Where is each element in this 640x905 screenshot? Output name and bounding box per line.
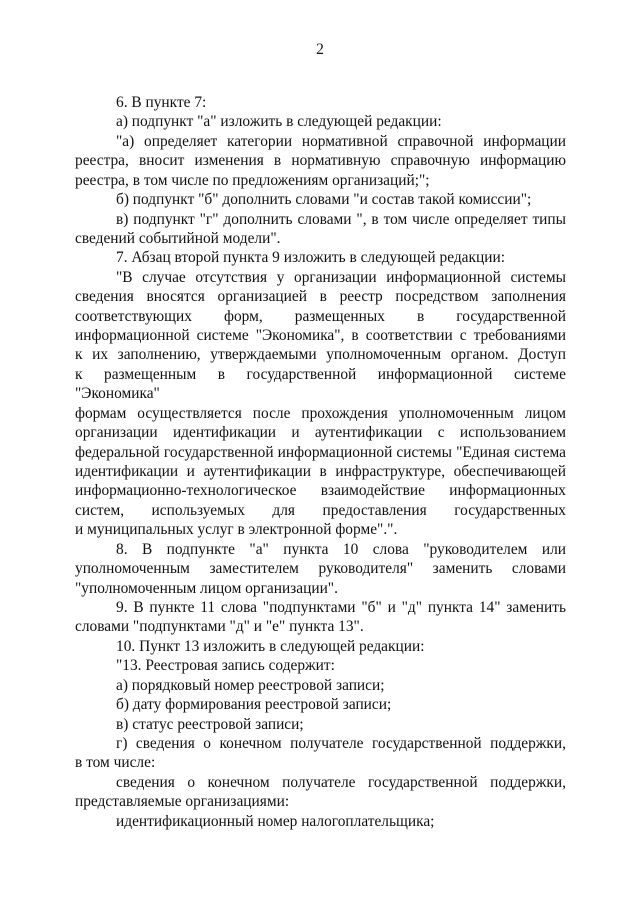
text-line: 8. В подпункте "а" пункта 10 слова "руководителем или [116, 540, 566, 558]
item-8 [75, 540, 566, 598]
item-13g-inn: идентификационный номер налогоплательщика; [116, 812, 435, 830]
text-line: систем, используемых для предоставления государственных [75, 501, 566, 519]
text-line: информационной системе "Экономика", в соответствии с требованиями [75, 327, 566, 345]
item-13g-sub [75, 773, 566, 812]
text-line: идентификации и аутентификации в инфраструктуре, обеспечивающей [75, 463, 566, 481]
text-line: в том числе: [75, 754, 156, 772]
text-line: федеральной государственной информационной системы "Единая система [75, 443, 566, 461]
text-line: уполномоченным заместителем руководителя" заменить словами [75, 560, 566, 578]
item-13g [75, 734, 566, 773]
text-line: формам осуществляется после прохождения уполномоченным лицом [75, 404, 566, 422]
item-6a-instruction: а) подпункт "а" изложить в следующей редакции: [116, 113, 442, 131]
text-line: соответствующих форм, размещенных в государственной [75, 307, 566, 325]
text-line: "В случае отсутствия у организации информационной системы [116, 268, 566, 286]
item-6-heading: 6. В пункте 7: [116, 94, 207, 111]
text-line: словами "подпунктами "д" и "е" пункта 13". [75, 618, 364, 636]
text-line: сведения вносятся организацией в реестр посредством заполнения [75, 288, 566, 306]
text-line: сведения о конечном получателе государственной поддержки, [116, 773, 566, 791]
item-13a: а) порядковый номер реестровой записи; [116, 676, 385, 694]
text-line: к размещенным в государственной информационной системе "Экономика" [75, 365, 566, 403]
item-13-heading: "13. Реестровая запись содержит: [116, 657, 335, 675]
text-line: "уполномоченным лицом организации". [75, 579, 338, 597]
item-6a-quote [75, 132, 566, 190]
item-7-heading: 7. Абзац второй пункта 9 изложить в следующей редакции: [116, 249, 505, 267]
item-9 [75, 598, 566, 637]
item-6v [75, 210, 566, 249]
item-10-heading: 10. Пункт 13 изложить в следующей редакции: [116, 637, 425, 655]
item-6b: б) подпункт "б" дополнить словами "и состав такой комиссии"; [116, 191, 532, 209]
text-line: представляемые организациями: [75, 793, 290, 811]
text-line: 9. В пункте 11 слова "подпунктами "б" и "д" пункта 14" заменить [116, 598, 566, 616]
text-line: организации идентификации и аутентификации с использованием [75, 424, 566, 442]
text-line: реестра, в том числе по предложениям организаций;"; [75, 171, 430, 189]
item-13v: в) статус реестровой записи; [116, 715, 304, 733]
text-line: реестра, вносит изменения в нормативную справочную информацию [75, 152, 566, 170]
page-number: 2 [316, 41, 324, 58]
text-line: информационно-технологическое взаимодействие информационных [75, 482, 566, 500]
text-line: сведений событийной модели". [75, 229, 281, 247]
document-body [75, 93, 566, 831]
text-line: г) сведения о конечном получателе государственной поддержки, [116, 734, 566, 752]
text-line: и муниципальных услуг в электронной форме".". [75, 521, 398, 539]
item-13b: б) дату формирования реестровой записи; [116, 696, 392, 714]
item-7-quote [75, 268, 566, 540]
text-line: в) подпункт "г" дополнить словами ", в том числе определяет типы [116, 210, 566, 228]
text-line: "а) определяет категории нормативной справочной информации [116, 132, 566, 150]
text-line: к их заполнению, утверждаемыми уполномоченным органом. Доступ [75, 346, 566, 364]
